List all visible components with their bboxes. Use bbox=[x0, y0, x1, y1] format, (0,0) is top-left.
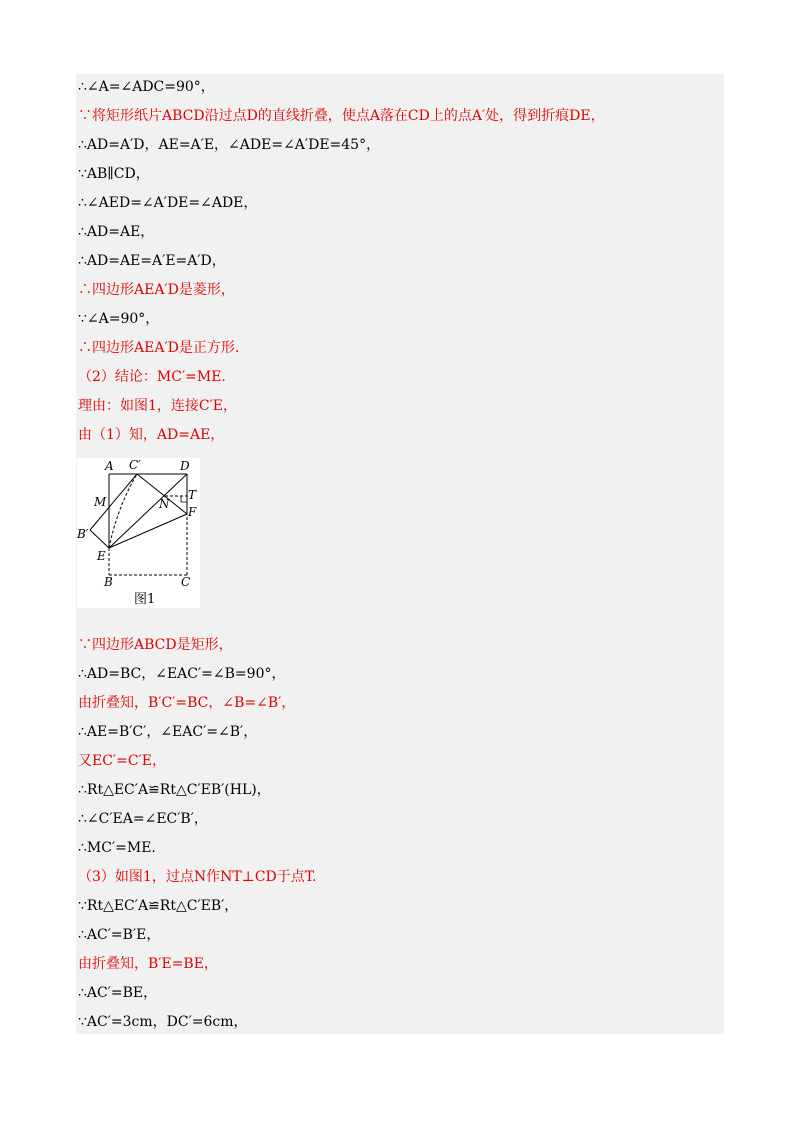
solution-line: （2）结论：MC′=ME. bbox=[78, 369, 226, 385]
solution-line: ∵AB∥CD， bbox=[78, 166, 150, 182]
solution-line: ∴AD=AE， bbox=[78, 224, 155, 240]
solution-line: ∵AC′=3cm，DC′=6cm， bbox=[78, 1014, 248, 1030]
label-T: T bbox=[188, 488, 197, 502]
label-E: E bbox=[97, 549, 106, 563]
solution-line: 由折叠知，B′C′=BC，∠B=∠B′， bbox=[78, 695, 296, 711]
figure-caption: 图1 bbox=[134, 592, 156, 607]
solution-line: ∴AD=AE=A′E=A′D， bbox=[78, 253, 226, 269]
figure-1-diagram bbox=[77, 458, 200, 608]
solution-line: ∴∠C′EA=∠EC′B′， bbox=[78, 811, 208, 827]
label-D: D bbox=[180, 459, 190, 473]
solution-line: 理由：如图1，连接C′E， bbox=[78, 398, 238, 414]
label-M: M bbox=[94, 495, 107, 509]
solution-line: ∴Rt△EC′A≌Rt△C′EB′(HL)， bbox=[78, 782, 271, 798]
solution-line: ∵将矩形纸片ABCD沿过点D的直线折叠，使点A落在CD上的点A′处，得到折痕DE， bbox=[78, 108, 605, 124]
solution-line: ∴AD=A′D，AE=A′E，∠ADE=∠A′DE=45°， bbox=[78, 137, 381, 153]
label-B-prime: B′ bbox=[77, 527, 89, 541]
label-C: C bbox=[181, 575, 191, 589]
solution-line: ∴AE=B′C′，∠EAC′=∠B′， bbox=[78, 724, 258, 740]
label-B: B bbox=[104, 575, 113, 589]
solution-line: ∴四边形AEA′D是正方形. bbox=[78, 340, 240, 356]
solution-line: 由（1）知，AD=AE， bbox=[78, 427, 225, 443]
solution-line: （3）如图1，过点N作NT⊥CD于点T. bbox=[78, 869, 317, 885]
solution-line: ∵Rt△EC′A≌Rt△C′EB′， bbox=[78, 898, 239, 914]
solution-line: ∴AC′=B′E， bbox=[78, 927, 161, 943]
geometry-figure bbox=[77, 458, 200, 608]
solution-line: ∴MC′=ME. bbox=[78, 840, 156, 856]
solution-line: ∴AC′=BE， bbox=[78, 985, 158, 1001]
solution-line: ∴∠AED=∠A′DE=∠ADE， bbox=[78, 195, 258, 211]
solution-line: ∵∠A=90°， bbox=[78, 311, 160, 327]
solution-line: ∴∠A=∠ADC=90°， bbox=[78, 79, 215, 95]
solution-line: ∵四边形ABCD是矩形， bbox=[78, 637, 233, 653]
label-F: F bbox=[188, 505, 197, 519]
label-N: N bbox=[159, 497, 170, 511]
solution-line: ∴AD=BC，∠EAC′=∠B=90°， bbox=[78, 666, 286, 682]
label-A: A bbox=[105, 459, 114, 473]
label-C-prime: C′ bbox=[129, 458, 141, 472]
solution-line: ∴四边形AEA′D是菱形， bbox=[78, 282, 235, 298]
solution-line: 由折叠知，B′E=BE， bbox=[78, 956, 218, 972]
solution-line: 又EC′=C′E， bbox=[78, 753, 166, 769]
